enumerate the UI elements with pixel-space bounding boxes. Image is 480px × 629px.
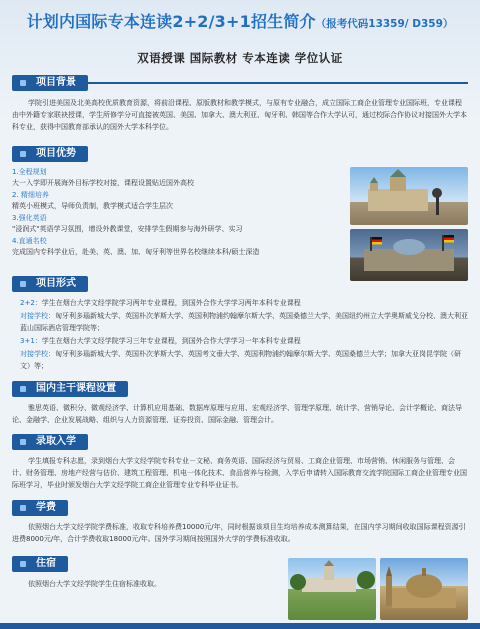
section-housing [12,556,468,620]
footer-band [0,623,480,629]
advantages-row [12,167,468,281]
format-lead: 对接学校： [20,312,55,320]
campus-photo-dome [380,558,468,620]
housing-text: 依照烟台大学文经学院学生住宿标准收取。 [28,580,161,588]
section-label: 项目背景 [12,75,88,91]
format-lead: 2+2： [20,299,42,307]
program-code: （报考代码13359/ D359） [315,18,454,30]
section-header [12,434,468,450]
section-label: 住宿 [12,556,68,572]
section-advantages [12,146,468,281]
housing-photos [288,558,468,620]
advantages-photos [350,167,468,281]
section-label: 学费 [12,500,68,516]
admission-text: 学生填报专科志愿，录到烟台大学文经学院专科专业－文秘、商务英语、国际经济与贸易、工商企业管理、市场营销、休闲服务与管理、会计、财务管理、房地产经营与估价、建筑工程管理、机电一体化技术、食品营养与检测，入学后申请转入国际教育交流学院国际工商企业管理专业国际班学习，毕业时颁发烟台大学文经学院工商企业管理专业专科毕业证书。 [12,457,467,489]
format-lines [12,297,468,372]
advantage-body: 大一入学即开展海外目标学校对接，课程设置贴近国外高校 [12,179,194,187]
section-header [12,500,468,516]
format-line [20,335,468,347]
campus-photo-castle [350,167,468,225]
format-text: 匈牙利多瑙新城大学、英国朴次茅斯大学、英国考文垂大学、英国利物浦约翰摩尔斯大学、英国桑德兰大学；加拿大亚岗昆学院（研文）等； [20,350,461,370]
courses-text: 雅思英语、微积分、微观经济学、计算机应用基础、数据库原理与应用、宏观经济学、管理学原理、统计学、营销导论、会计学概论、商法导论、金融学、企业发展战略、组织与人力资源管理、证券投资、国际金融、管理会计。 [12,404,462,424]
format-text: 学生在烟台大学文经学院学习两年专业课程，到国外合作大学学习两年本科专业课程 [41,299,301,307]
tuition-text: 依照烟台大学文经学院学费标准，收取专科培养费10000元/年，同时根据该项目生均培养成本测算结果，在国内学习期间收取国际课程资源引进费8000元/年，合计学费收取18000元/年。国外学习期间按照国外大学的学费标准收取。 [12,523,466,543]
format-lead: 对接学校： [20,350,55,358]
advantage-title: 3.强化英语 [12,214,47,222]
campus-photo-parliament [350,229,468,281]
format-line [20,310,468,334]
campus-photo-lawn [288,558,376,620]
background-text: 学院引进美国及北美高校优质教育资源，将前沿课程、原版教材和教学模式，与原有专业融合，成立国际工商企业管理专业国际班，专业课程由中外籍专家联袂授课，学生所修学分可直接被英国、美国、加拿大、澳大利亚、匈牙利、韩国等合作大学认可，通过校际合作协议对接国外大学本科专业，获得中国教育部承认的国外大学本科学位。 [12,99,467,131]
title-main: 计划内国际专本连读2+2/3+1招生简介 [26,12,316,31]
advantage-body: 精英小班模式，导师负责制，教学模式适合学生层次 [12,202,173,210]
advantages-list [12,167,344,281]
section-label: 项目形式 [12,276,88,292]
section-header [12,381,468,397]
housing-row [12,556,468,620]
section-format [12,276,468,373]
format-lead: 3+1： [20,337,42,345]
advantage-body: 完成国内专科学业后，赴美、英、澳、加、匈牙利等世界名校继续本科/硕士深造 [12,248,260,256]
section-header [12,556,282,572]
castle-illustration [350,167,468,225]
format-text: 匈牙利多瑙新城大学、英国朴次茅斯大学、英国利物浦约翰摩尔斯大学、英国桑德兰大学、美国纽约州立大学奥斯威戈分校、澳大利亚蓝山国际酒店管理学院等； [20,312,468,332]
section-header [12,146,468,162]
section-label: 录取入学 [12,434,88,450]
dome-building-illustration [380,558,468,620]
divider [88,82,468,84]
page-title [12,9,468,32]
advantage-title: 4.直通名校 [12,237,47,245]
section-tuition [12,500,468,545]
advantage-title: 1.全程规划 [12,168,47,176]
section-courses [12,381,468,426]
section-header [12,75,468,91]
section-label: 国内主干课程设置 [12,381,128,397]
format-line [20,297,468,309]
format-line [20,348,468,372]
campus-building-illustration [288,558,376,620]
parliament-illustration [350,229,468,281]
advantage-title: 2. 精细培养 [12,191,49,199]
section-admission [12,434,468,491]
format-text: 学生在烟台大学文经学院学习三年专业课程，到国外合作大学学习一年本科专业课程 [41,337,301,345]
section-label: 项目优势 [12,146,88,162]
housing-text-block [12,556,282,620]
page-subtitle: 双语授课 国际教材 专本连读 学位认证 [137,51,343,65]
section-background [12,75,468,133]
section-header [12,276,468,292]
advantage-body: "浸润式"英语学习氛围，增设外教课堂，安排学生假期参与海外研学、实习 [12,225,243,233]
